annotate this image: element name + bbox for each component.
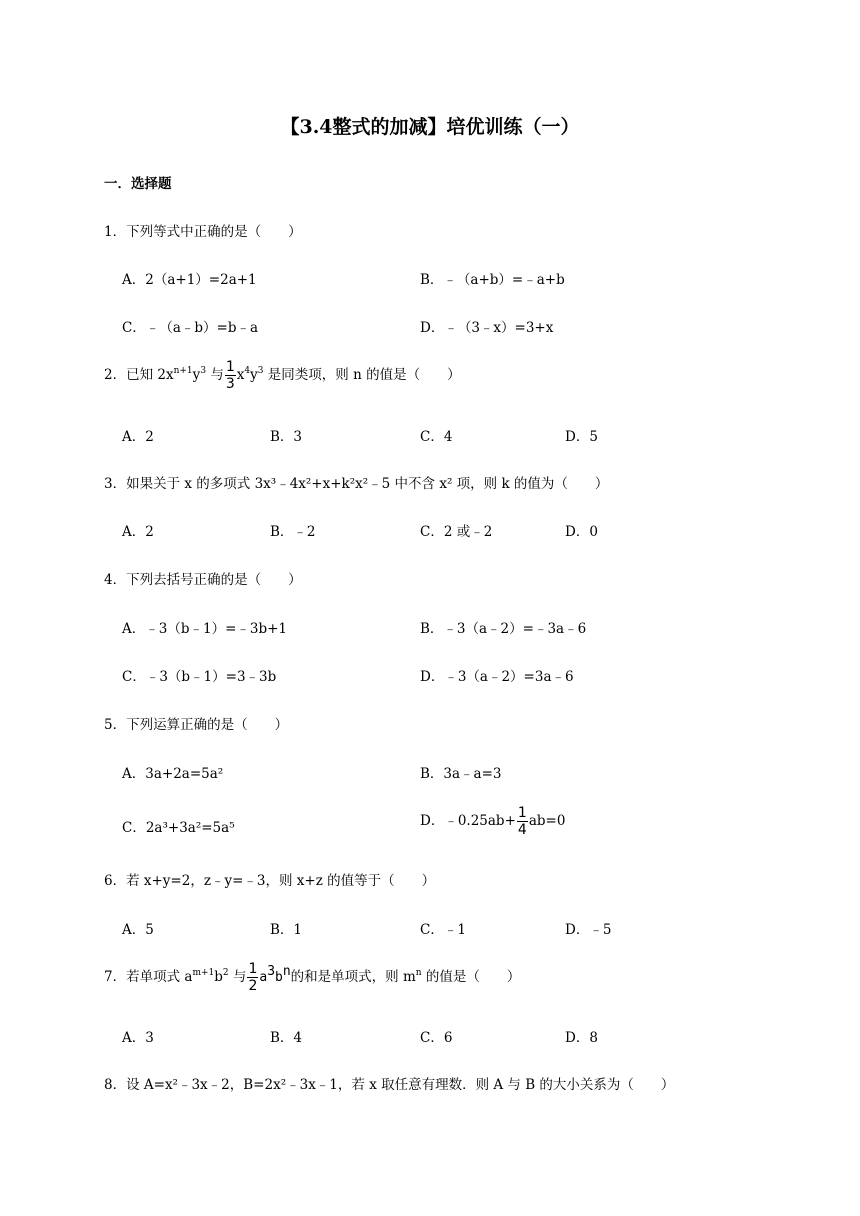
q5-option-c: C．2a³+3a²=5a⁵ — [122, 820, 235, 836]
q5-option-d: D．﹣0.25ab+ $\frac{1}{4}$ ab=0 — [420, 805, 566, 838]
q2-option-c: C．4 — [420, 429, 453, 445]
q1-option-c: C．﹣（a﹣b）=b﹣a — [122, 320, 259, 336]
q2-option-a: A．2 — [122, 429, 154, 445]
question-number: 7． — [104, 969, 127, 985]
q4-option-b: B．﹣3（a﹣2）=﹣3a﹣6 — [420, 621, 587, 637]
question-stem: 若 x+y=2，z﹣y=﹣3，则 x+z 的值等于（ ） — [126, 873, 436, 889]
q2-option-b: B．3 — [270, 429, 303, 445]
q5-option-b: B．3a﹣a=3 — [420, 766, 502, 782]
question-number: 6． — [104, 873, 127, 889]
q4-option-d: D．﹣3（a﹣2）=3a﹣6 — [420, 669, 574, 685]
question-stem: 设 A=x²﹣3x﹣2，B=2x²﹣3x﹣1，若 x 取任意有理数．则 A 与 B 的大小关系为（ ） — [126, 1077, 675, 1093]
question-stem: 如果关于 x 的多项式 3x³﹣4x²+x+k²x²﹣5 中不含 x² 项，则 k 的值为（ ） — [126, 476, 609, 492]
q7-option-d: D．8 — [565, 1030, 598, 1046]
q6-option-d: D．﹣5 — [565, 922, 612, 938]
q6-option-b: B．1 — [270, 922, 303, 938]
question-number: 8． — [104, 1077, 127, 1093]
q3-option-a: A．2 — [122, 524, 154, 540]
question-5 — [104, 713, 288, 733]
section-heading: 一．选择题 — [104, 176, 172, 192]
question-1 — [104, 220, 302, 240]
question-number: 1． — [104, 224, 127, 240]
question-4 — [104, 568, 302, 588]
q7-option-a: A．3 — [122, 1030, 154, 1046]
fraction: $\frac{1}{4}$ — [517, 805, 527, 838]
question-8 — [104, 1073, 674, 1093]
fraction: $\frac{1}{3}$ — [225, 359, 235, 392]
question-number: 2． — [104, 367, 127, 383]
fraction: $\frac{1}{2}$ — [248, 961, 258, 994]
q4-option-c: C．﹣3（b﹣1）=3﹣3b — [122, 669, 277, 685]
q2-option-d: D．5 — [565, 429, 598, 445]
q7-option-b: B．4 — [270, 1030, 303, 1046]
question-stem: 下列去括号正确的是（ ） — [126, 572, 302, 588]
q5-option-a: A．3a+2a=5a² — [122, 766, 224, 782]
question-3 — [104, 472, 608, 492]
question-stem: 下列运算正确的是（ ） — [126, 717, 289, 733]
q1-option-b: B．﹣（a+b）=﹣a+b — [420, 272, 565, 288]
q3-option-b: B．﹣2 — [270, 524, 316, 540]
q3-option-d: D．0 — [565, 524, 598, 540]
q3-option-c: C．2 或﹣2 — [420, 524, 493, 540]
question-2: 2．已知 $2x^{n+1}y^3$ 与 $\frac{1}{3}$ $x^4y^3$ 是同类项，则 n 的值是（ ） — [104, 359, 461, 392]
q1-option-a: A．2（a+1）=2a+1 — [122, 272, 257, 288]
question-stem: 下列等式中正确的是（ ） — [126, 224, 302, 240]
question-number: 4． — [104, 572, 127, 588]
q1-option-d: D．﹣（3﹣x）=3+x — [420, 320, 554, 336]
question-number: 3． — [104, 476, 127, 492]
question-7: 7．若单项式 $a^{m+1}b^2$ 与 $\frac{1}{2}$ $a^3b^n$的和是单项式，则 $m^n$ 的值是（ ） — [104, 961, 521, 994]
document-title: 【3.4整式的加减】培优训练（一） — [280, 116, 580, 138]
q4-option-a: A．﹣3（b﹣1）=﹣3b+1 — [122, 621, 288, 637]
q6-option-c: C．﹣1 — [420, 922, 466, 938]
q6-option-a: A．5 — [122, 922, 154, 938]
q7-option-c: C．6 — [420, 1030, 453, 1046]
question-number: 5． — [104, 717, 127, 733]
question-6 — [104, 869, 435, 889]
